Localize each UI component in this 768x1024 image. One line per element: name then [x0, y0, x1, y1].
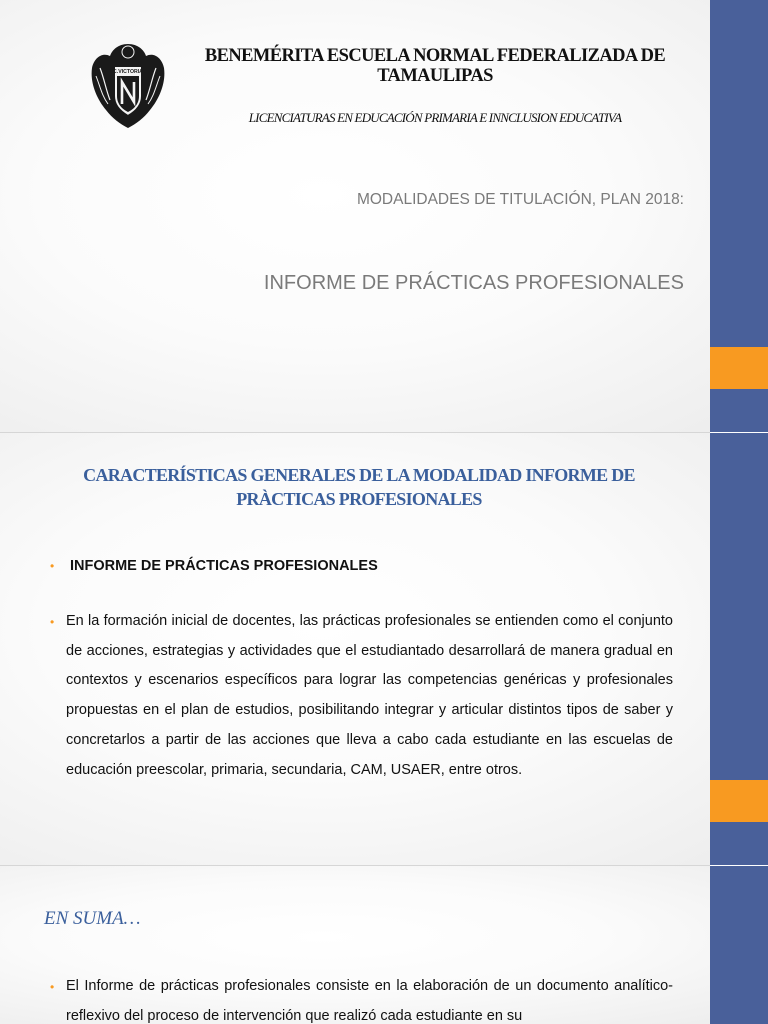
- school-crest-logo: [88, 38, 168, 130]
- presentation-title: INFORME DE PRÁCTICAS PROFESIONALES: [263, 272, 684, 294]
- slide-heading: EN SUMA…: [44, 908, 141, 929]
- modalidades-subtitle: MODALIDADES DE TITULACIÓN, PLAN 2018:: [356, 191, 684, 208]
- title-slide: [0, 0, 768, 432]
- bullet-icon: •: [50, 559, 55, 573]
- program-subtitle: LICENCIATURAS EN EDUCACIÓN PRIMARIA E INNCLUSION EDUCATIVA: [248, 110, 622, 125]
- paragraph: En la formación inicial de docentes, las prácticas profesionales se entienden como el conjunto de acciones, estrategias y actividades que el estudiantado desarrollará de manera gradual en contextos y escenarios específicos para lograr las competencias genéricas y profesionales propuestas en el plan de estudios, posibilitando integrar y articular distintos tipos de saber y concretarlos a partir de las acciones que lleva a cabo cada estudiante en las escuelas de educación preescolar, primaria, secundaria, CAM, USAER, entre otros.: [66, 613, 673, 778]
- summary-slide: [0, 866, 768, 1024]
- slide-sidebar: [710, 433, 768, 865]
- paragraph: El Informe de prácticas profesionales consiste en la elaboración de un documento analítico-reflexivo del proceso de intervención que realizó cada estudiante en su: [66, 978, 673, 1024]
- crest-text: C.VICTORIA: [113, 69, 143, 75]
- bullet-title: INFORME DE PRÁCTICAS PROFESIONALES: [70, 558, 378, 574]
- slide-sidebar: [710, 0, 768, 432]
- school-name: BENEMÉRITA ESCUELA NORMAL FEDERALIZADA DE TAMAULIPAS: [204, 46, 666, 86]
- characteristics-slide: [0, 433, 768, 865]
- bullet-icon: •: [50, 980, 55, 994]
- sidebar-accent: [710, 347, 768, 389]
- slide-heading: CARACTERÍSTICAS GENERALES DE LA MODALIDAD INFORME DE PRÀCTICAS PROFESIONALES: [83, 465, 635, 509]
- sidebar-accent: [710, 780, 768, 822]
- slide-sidebar: [710, 866, 768, 1024]
- bullet-icon: •: [50, 615, 55, 629]
